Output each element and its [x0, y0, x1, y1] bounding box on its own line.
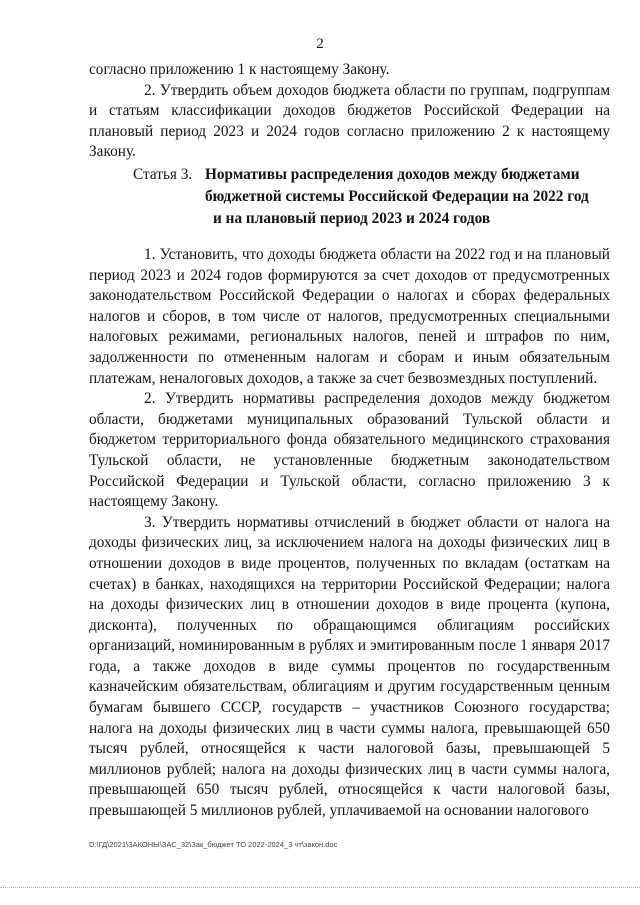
scan-edge-divider — [0, 887, 640, 889]
intro-item-2: 2. Утвердить объем доходов бюджета области по группам, подгруппам и статьям классификации доходов бюджетов Российской Федерации на плановый период 2023 и 2024 годов согласно приложению 2 к настоящему Закону. — [89, 82, 610, 161]
paragraph-1: 1. Установить, что доходы бюджета области на 2022 год и на плановый период 2023 и 2024 годов формируются за счет доходов от предусмотренных законодательством Российской Федерации о налогах и сборах федеральных налогов и сборов, в том числе от налогов, предусмотренных специальными налоговых режимами, региональных налогов, пеней и штрафов по ним, задолженности по отмененным налогам и сборам и иным обязательным платежам, неналоговых доходов, а также за счет безвозмездных поступлений. — [89, 246, 610, 387]
article-title-line-3: и на плановый период 2023 и 2024 годов — [213, 210, 491, 227]
paragraph-3: 3. Утвердить нормативы отчислений в бюджет области от налога на доходы физических лиц, за исключением налога на доходы физических лиц в отношении доходов в виде процентов, полученных по вкладам (остаткам на счетах) в банках, находящихся на территории Российской Федерации; налога на доходы физических лиц в отношении доходов в виде процента (купона, дисконта), полученных по обращающимся облигациям российских организаций, номинированным в рублях и эмитированным после 1 января 2017 года, а также доходов в виде суммы процентов по государственным казначейским обязательствам, облигациям и другим государственным ценным бумагам бывшего СССР, государств – участников Союзного государства; налога на доходы физических лиц в части суммы налога, превышающей 650 тысяч рублей, относящейся к части налоговой базы, превышающей 5 миллионов рублей; налога на доходы физических лиц в части суммы налога, превышающей 650 тысяч рублей, относящейся к части налоговой базы, превышающей 5 миллионов рублей, уплачиваемой на основании налогового — [89, 513, 610, 820]
article-title-line-2: бюджетной системы Российской Федерации на 2022 год — [205, 188, 589, 205]
page-number: 2 — [316, 36, 324, 52]
article-label: Статья 3. — [133, 166, 193, 183]
article-title-line-1: Нормативы распределения доходов между бюджетами — [205, 166, 580, 183]
paragraph-2: 2. Утвердить нормативы распределения доходов между бюджетом области, бюджетами муниципальных образований Тульской области и бюджетом территориального фонда обязательного медицинского страхования Тульской области, не установленные бюджетным законодательством Российской Федерации и Тульской области, согласно приложению 3 к настоящему Закону. — [89, 390, 610, 511]
article-title — [205, 164, 625, 230]
footer-file-path: D:\ГД\2021\ЗАКОНЫ\ЗАС_32\Зак_бюджет ТО 2022-2024_3 чт\закон.doc — [89, 840, 338, 849]
article-body — [89, 245, 610, 822]
intro-fragment: согласно приложению 1 к настоящему Закону. — [89, 61, 390, 78]
